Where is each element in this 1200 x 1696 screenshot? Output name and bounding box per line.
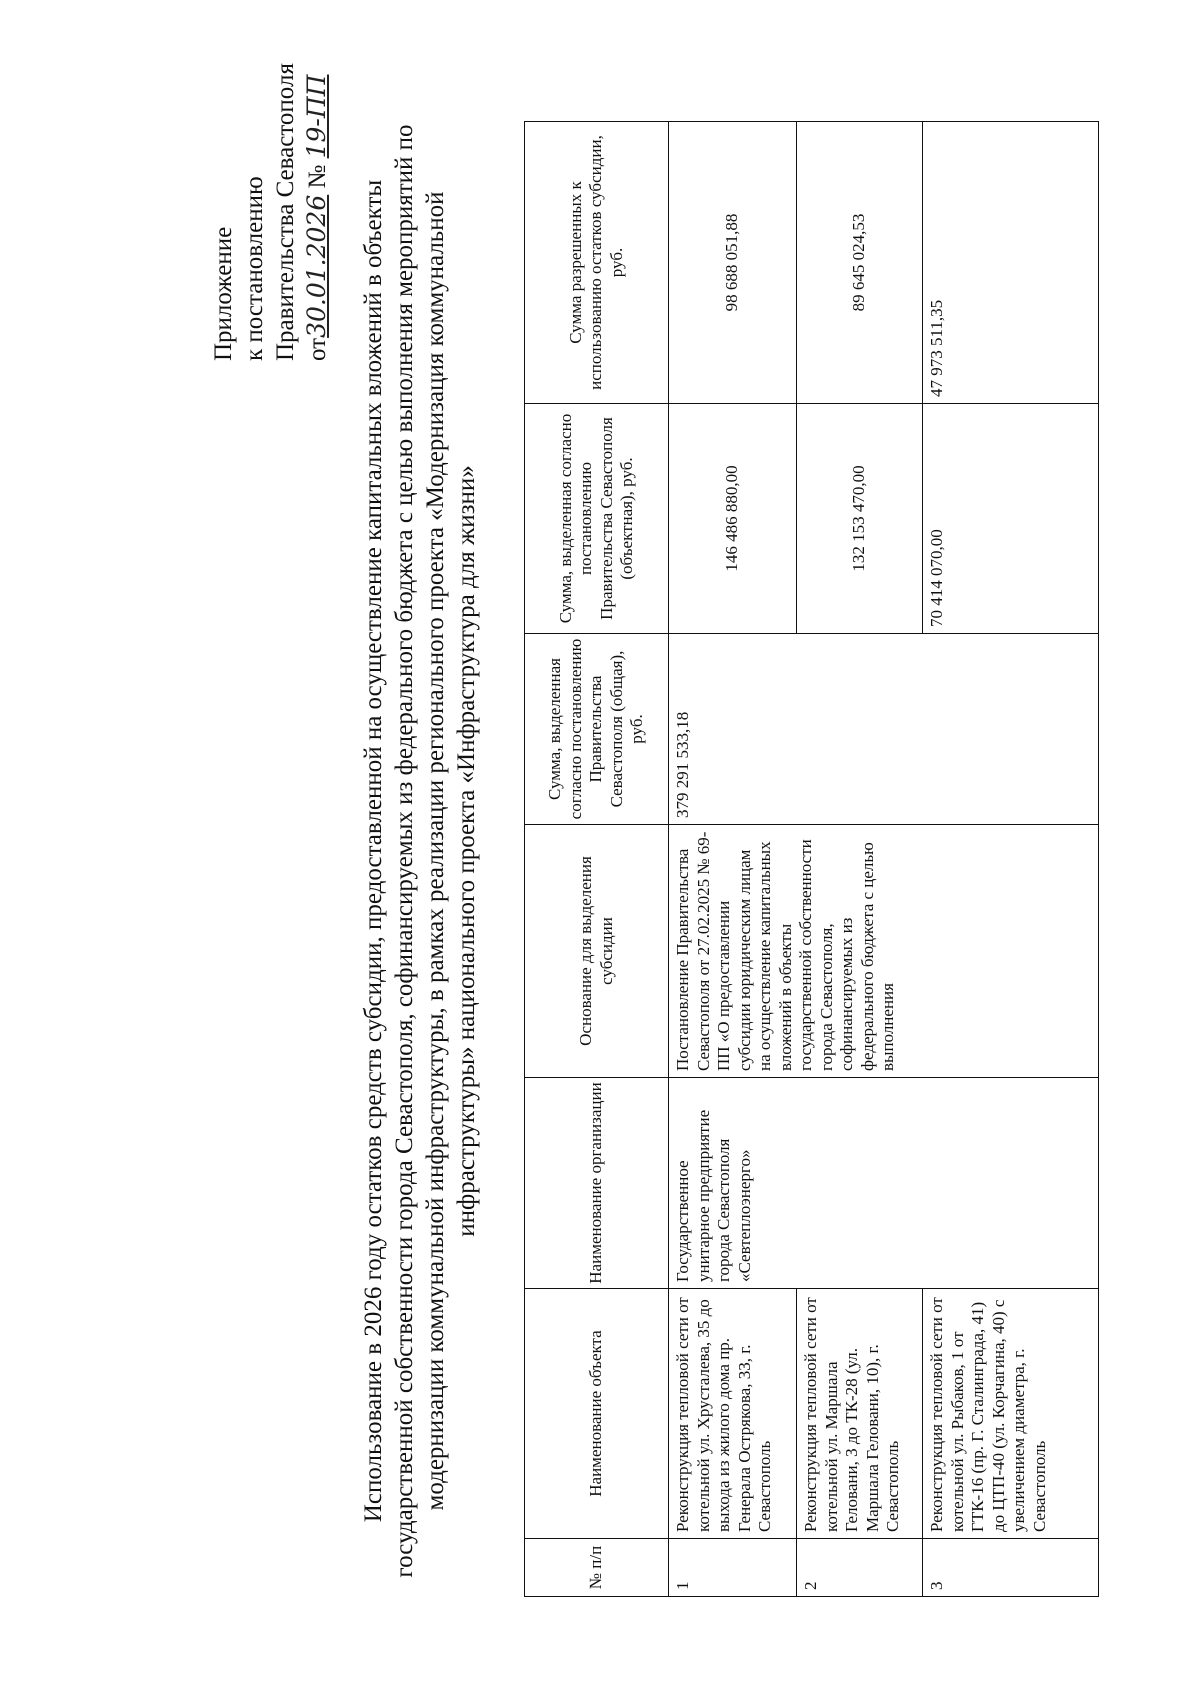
row-num: 1 [669,1539,797,1597]
header-sum-permitted: Сумма разрешенных к использованию остатков субсидии, руб. [525,122,669,404]
subsidy-table [524,121,1099,1597]
from-prefix: от [304,337,331,361]
handwritten-number: 19-ПП [302,74,331,159]
approval-line-2: к постановлению [241,176,268,361]
table-row [669,122,797,1597]
row-organization: Государственное унитарное предприятие города Севастополя «Севтеплоэнерго» [669,1078,1099,1289]
approval-block [208,21,333,361]
approval-line-3: Правительства Севастополя [272,63,299,361]
header-object: Наименование объекта [525,1289,669,1539]
header-num: № п/п [525,1539,669,1597]
number-sign: № [304,164,331,189]
handwritten-date: 30.01.2026 [302,194,331,338]
header-sum-total: Сумма, выделенная согласно постановлению Правительства Севастополя (общая), руб. [525,634,669,825]
row-sum-permitted: 89 645 024,53 [797,122,923,404]
row-basis: Постановление Правительства Севастополя от 27.02.2025 № 69-ПП «О предоставлении субсидии юридическим лицам на осуществление капитальных вложений в объекты государственной собственности города Севастополя, софинансируемых из федерального бюджета с целью выполнения [669,825,1099,1078]
table-header-row [525,122,669,1597]
row-sum-total: 379 291 533,18 [669,634,1099,825]
approval-line-1: Приложение [210,226,237,361]
row-sum-object: 132 153 470,00 [797,404,923,634]
row-sum-permitted: 98 688 051,88 [669,122,797,404]
row-sum-object: 146 486 880,00 [669,404,797,634]
row-object: Реконструкция тепловой сети от котельной ул. Маршала Геловани, 3 до ТК-28 (ул. Маршала Геловани, 10), г. Севастополь [797,1289,923,1539]
header-organization: Наименование организации [525,1078,669,1289]
header-basis: Основание для выделения субсидии [525,825,669,1078]
header-sum-object: Сумма, выделенная согласно постановлению Правительства Севастополя (объектная), руб. [525,404,669,634]
approval-line-date [301,21,333,361]
document-title: Использование в 2026 году остатков средств субсидии, предоставленной на осуществление капитальных вложений в объекты государственной собственности города Севастополя, софинансируемых из федерального бюджета с целью выполнения мероприятий по модернизации коммунальной инфраструктуры, в рамках реализации регионального проекта «Модернизация коммунальной инфраструктуры» национального проекта «Инфраструктура для жизни» [360,124,480,1578]
row-num: 2 [797,1539,923,1597]
row-object: Реконструкция тепловой сети от котельной ул. Хрусталева, 35 до выхода из жилого дома пр. Генерала Острякова, 33, г. Севастополь [669,1289,797,1539]
row-num: 3 [923,1539,1099,1597]
row-sum-permitted: 47 973 511,35 [923,122,1099,404]
row-object: Реконструкция тепловой сети от котельной ул. Рыбаков, 1 от ГТК-16 (пр. Г. Сталинграда, 41) до ЦТП-40 (ул. Корчагина, 40) с увеличением диаметра, г. Севастополь [923,1289,1099,1539]
row-sum-object: 70 414 070,00 [923,404,1099,634]
